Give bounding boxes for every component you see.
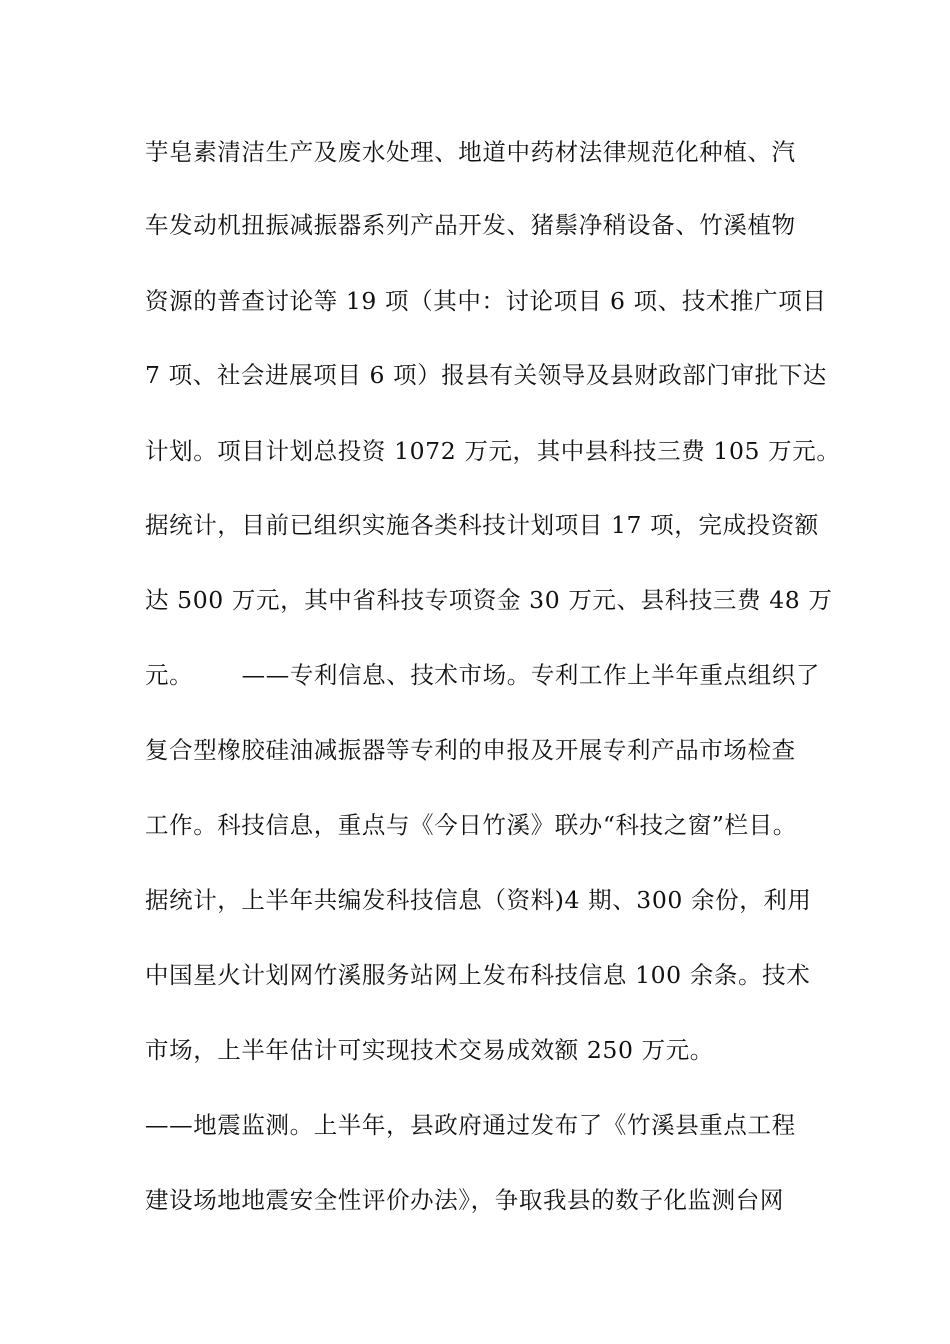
text-line-14: ——地震监测。上半年，县政府通过发布了《竹溪县重点工程: [145, 1111, 796, 1139]
text-line-2: 车发动机扭振减振器系列产品开发、猪鬃净稍设备、竹溪植物: [145, 211, 796, 239]
text-line-12: 中国星火计划网竹溪服务站网上发布科技信息 100 余条。技术: [145, 961, 811, 989]
text-line-3: 资源的普查讨论等 19 项（其中：讨论项目 6 项、技术推广项目: [145, 287, 827, 315]
text-line-15: 建设场地地震安全性评价办法》，争取我县的数子化监测台网: [145, 1186, 784, 1214]
text-line-5: 计划。项目计划总投资 1072 万元，其中县科技三费 105 万元。: [145, 437, 841, 465]
text-line-11: 据统计，上半年共编发科技信息（资料)4 期、300 余份，利用: [145, 886, 812, 914]
text-line-9: 复合型橡胶硅油减振器等专利的申报及开展专利产品市场检查: [145, 736, 796, 764]
text-line-13: 市场，上半年估计可实现技术交易成效额 250 万元。: [145, 1036, 714, 1064]
text-line-8: 元。 ——专利信息、技术市场。专利工作上半年重点组织了: [145, 661, 821, 689]
text-line-6: 据统计，目前已组织实施各类科技计划项目 17 项，完成投资额: [145, 511, 819, 539]
text-line-4: 7 项、社会进展项目 6 项）报县有关领导及县财政部门审批下达: [145, 361, 827, 389]
text-line-7: 达 500 万元，其中省科技专项资金 30 万元、县科技三费 48 万: [145, 586, 833, 614]
text-line-10: 工作。科技信息，重点与《今日竹溪》联办“科技之窗”栏目。: [145, 811, 797, 839]
text-line-1: 芋皂素清洁生产及废水处理、地道中药材法律规范化种植、汽: [145, 138, 796, 166]
